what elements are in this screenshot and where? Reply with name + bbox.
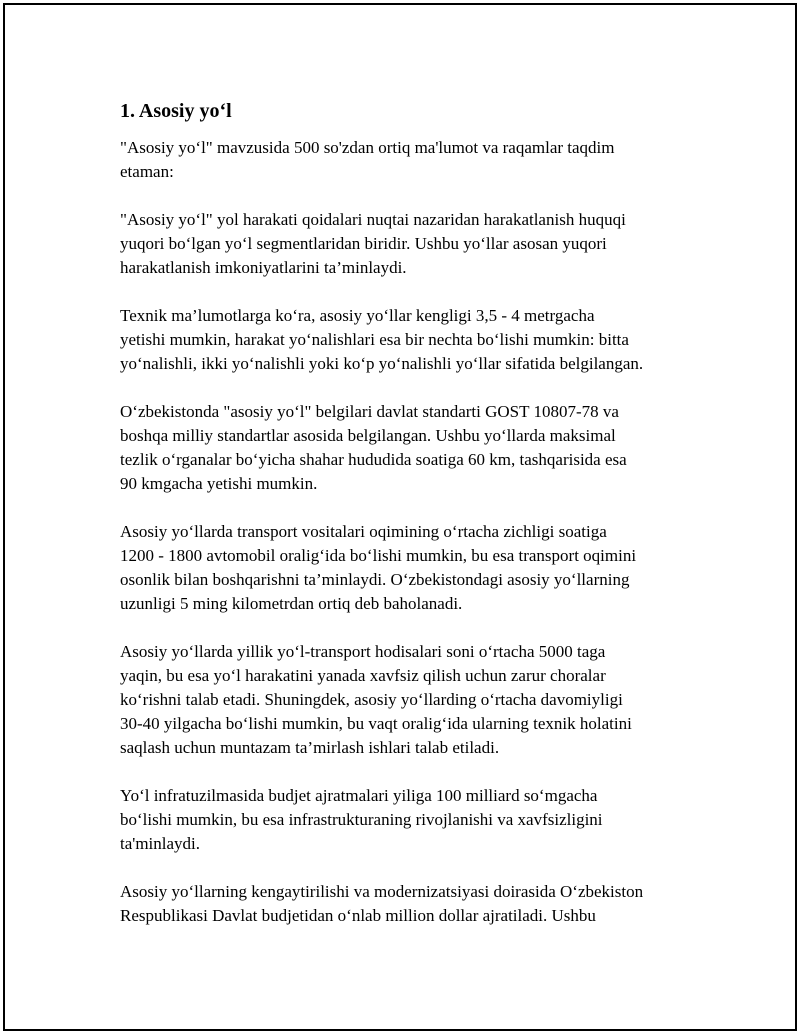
paragraph-standards: O‘zbekistonda "asosiy yo‘l" belgilari davlat standarti GOST 10807-78 va boshqa milliy standartlar asosida belgilangan. Ushbu yo‘llarda maksimal tezlik o‘rganalar bo‘yicha shahar hududida soatiga 60 km, tashqarisida esa 90 kmgacha yetishi mumkin. xyxy=(120,402,627,493)
paragraph-definition: "Asosiy yo‘l" yol harakati qoidalari nuqtai nazaridan harakatlanish huquqi yuqori bo‘lgan yo‘l segmentlaridan biridir. Ushbu yo‘llar asosan yuqori harakatlanish imkoniyatlarini ta’minlaydi. xyxy=(120,210,626,277)
document-body xyxy=(120,99,700,952)
paragraph-budget: Yo‘l infratuzilmasida budjet ajratmalari yiliga 100 milliard so‘mgacha bo‘lishi mumkin, bu esa infrastrukturaning rivojlanishi va xavfsizligini ta'minlaydi. xyxy=(120,786,603,853)
paragraph-accidents: Asosiy yo‘llarda yillik yo‘l-transport hodisalari soni o‘rtacha 5000 taga yaqin, bu esa yo‘l harakatini yanada xavfsiz qilish uchun zarur choralar ko‘rishni talab etadi. Shuningdek, asosiy yo‘llarding o‘rtacha davomiyligi 30-40 yilgacha bo‘lishi mumkin, bu vaqt oralig‘ida ularning texnik holatini saqlash uchun muntazam ta’mirlash ishlari talab etiladi. xyxy=(120,642,632,757)
section-heading: 1. Asosiy yo‘l xyxy=(120,100,232,122)
paragraph-traffic-density: Asosiy yo‘llarda transport vositalari oqimining o‘rtacha zichligi soatiga 1200 - 1800 avtomobil oralig‘ida bo‘lishi mumkin, bu esa transport oqimini osonlik bilan boshqarishni ta’minlaydi. O‘zbekistondagi asosiy yo‘llarning uzunligi 5 ming kilometrdan ortiq deb baholanadi. xyxy=(120,522,637,613)
paragraph-technical-data: Texnik ma’lumotlarga ko‘ra, asosiy yo‘llar kengligi 3,5 - 4 metrgacha yetishi mumkin, harakat yo‘nalishlari esa bir nechta bo‘lishi mumkin: bitta yo‘nalishli, ikki yo‘nalishli yoki ko‘p yo‘nalishli yo‘llar sifatida belgilangan. xyxy=(120,306,644,373)
paragraph-intro: "Asosiy yo‘l" mavzusida 500 so'zdan ortiq ma'lumot va raqamlar taqdim etaman: xyxy=(120,138,615,181)
document-page xyxy=(3,3,797,1031)
paragraph-modernization: Asosiy yo‘llarning kengaytirilishi va modernizatsiyasi doirasida O‘zbekiston Respublikasi Davlat budjetidan o‘nlab million dollar ajratiladi. Ushbu xyxy=(120,882,644,925)
